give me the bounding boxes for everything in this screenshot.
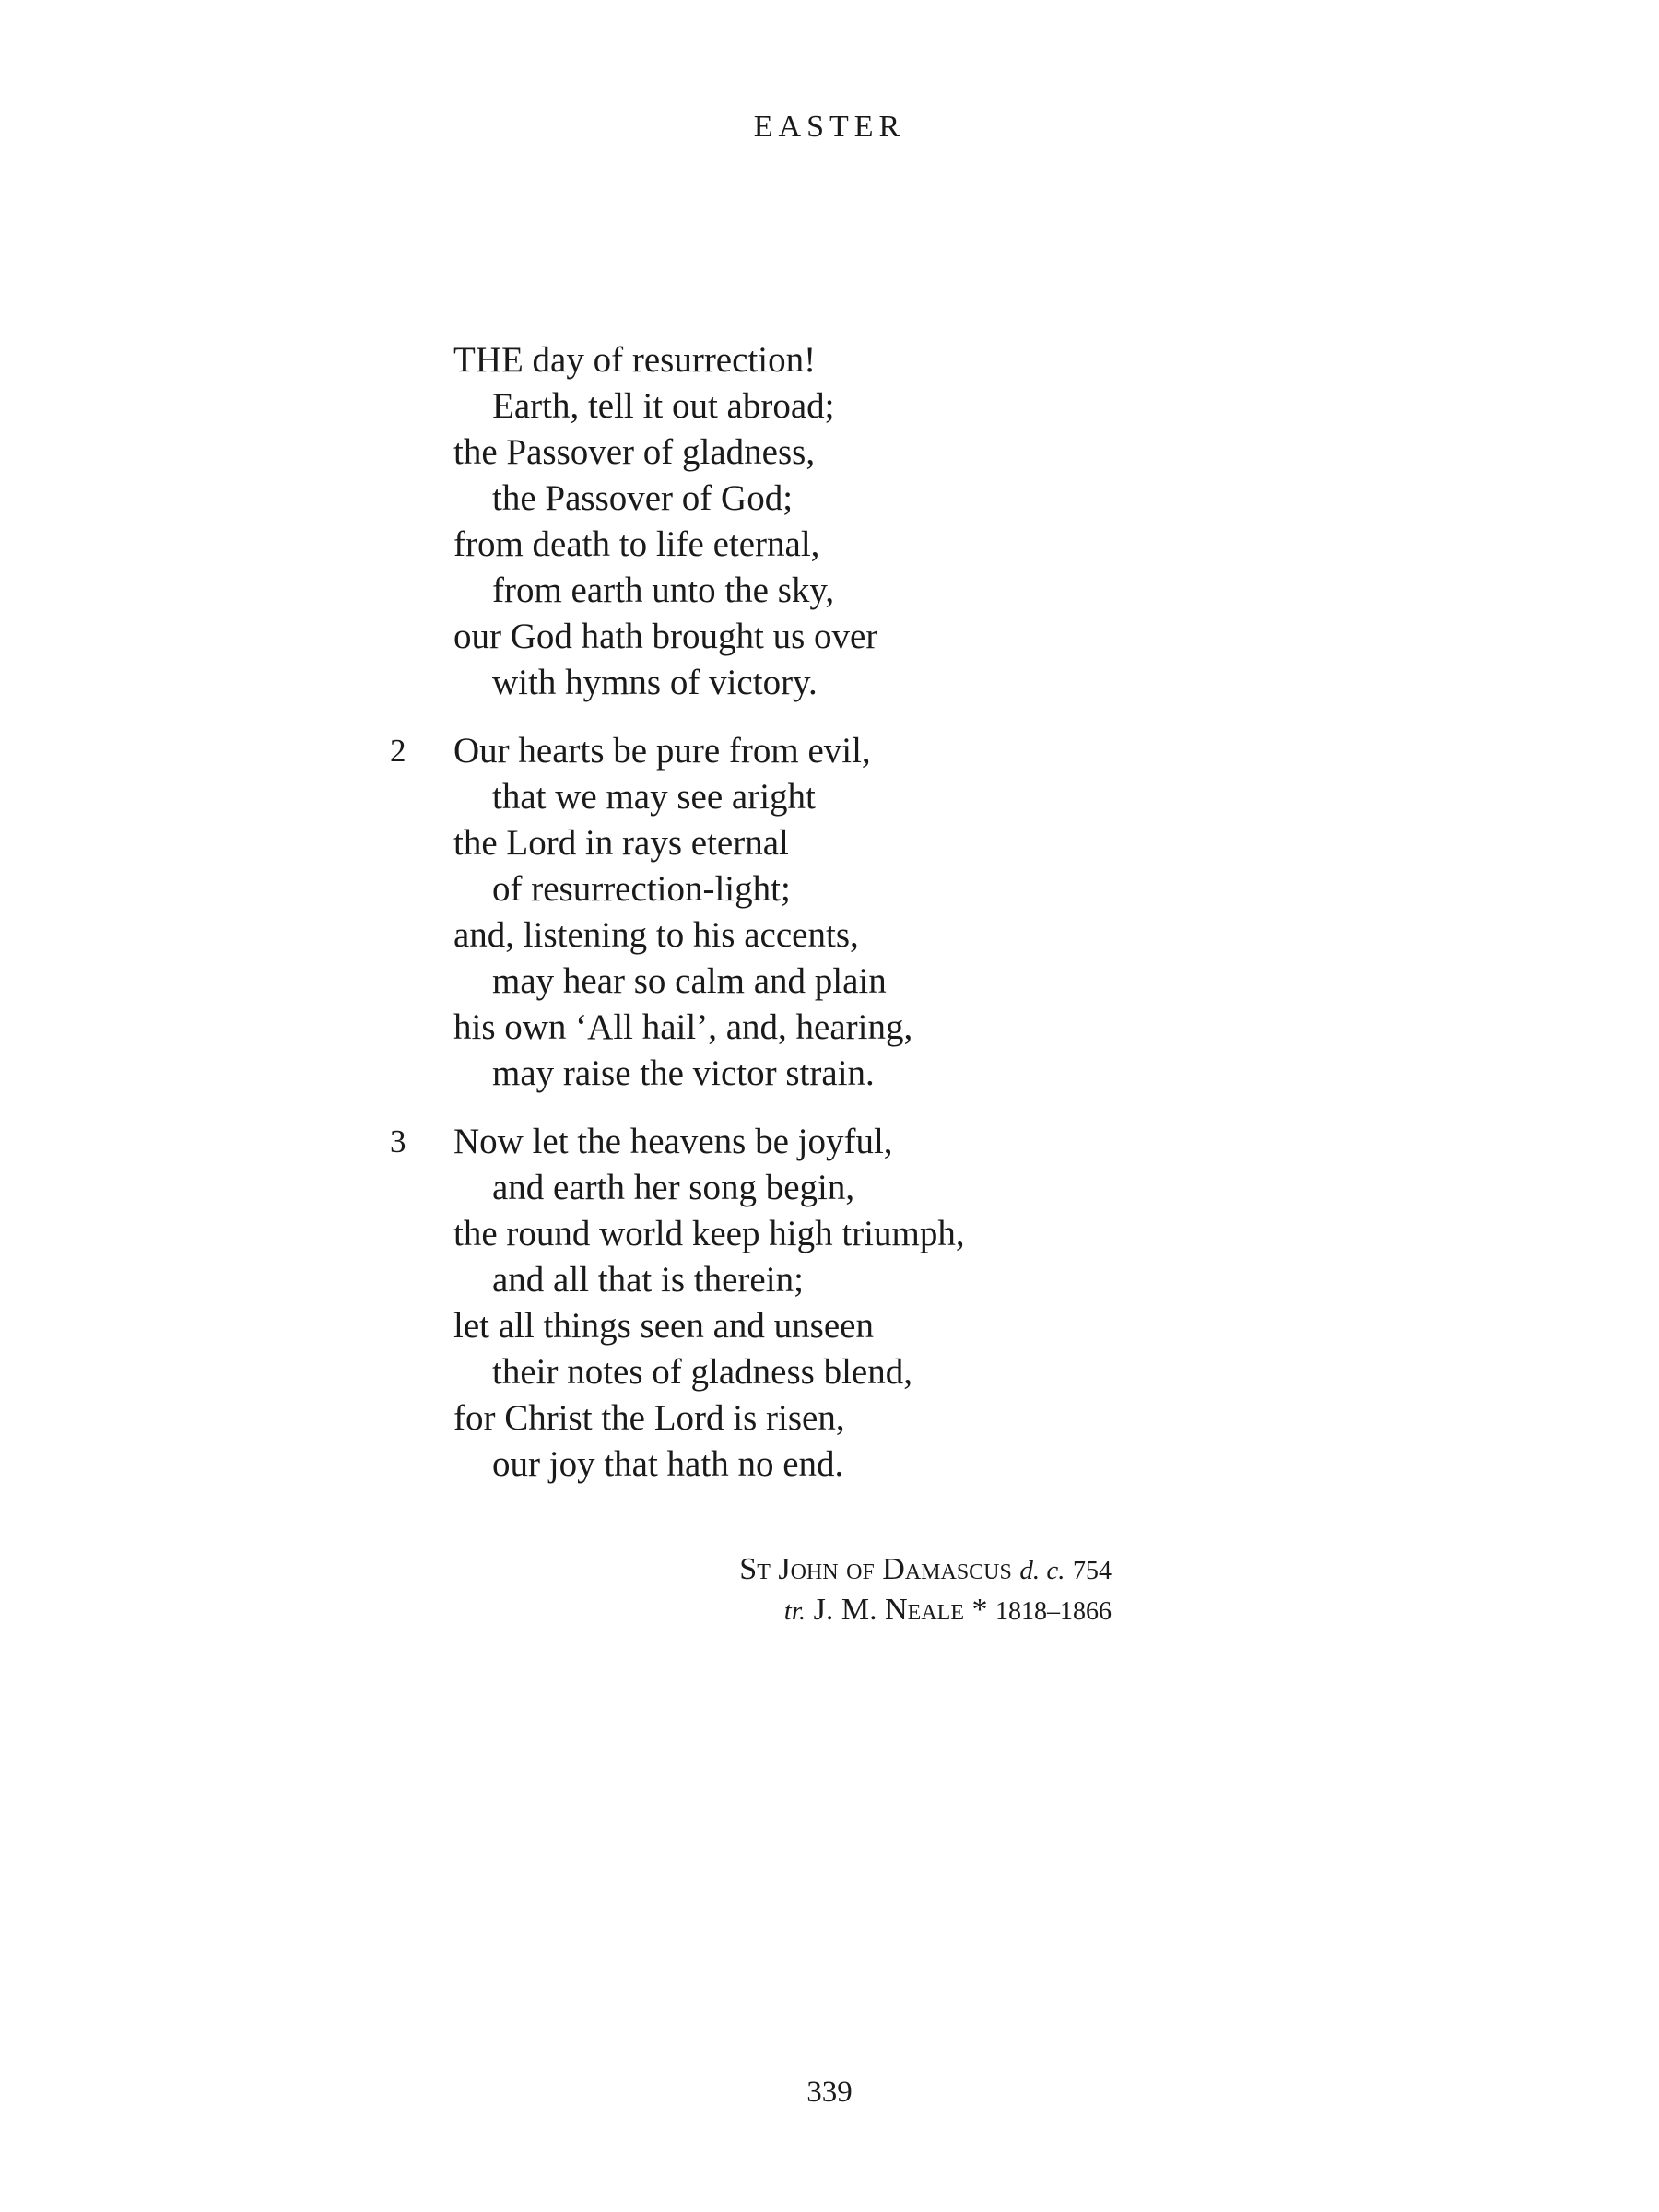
verse-line: and, listening to his accents, bbox=[453, 915, 859, 955]
verse-line: with hymns of victory. bbox=[492, 663, 818, 702]
verse-line: that we may see aright bbox=[492, 777, 816, 817]
attribution bbox=[739, 1550, 1112, 1631]
verse-line: the Passover of gladness, bbox=[453, 432, 816, 472]
verse-line: Now let the heavens be joyful, bbox=[453, 1122, 893, 1161]
running-title: EASTER bbox=[753, 110, 906, 144]
translator-name: J. M. Neale bbox=[813, 1593, 964, 1627]
verse-line: may raise the victor strain. bbox=[492, 1053, 875, 1093]
verse-line: our God hath brought us over bbox=[453, 617, 878, 656]
author-line bbox=[739, 1550, 1112, 1591]
verse-line: THE day of resurrection! bbox=[453, 340, 817, 380]
author-dates: 754 bbox=[1073, 1557, 1112, 1585]
verse-line: from death to life eternal, bbox=[453, 524, 820, 564]
verse-line: the Passover of God; bbox=[492, 478, 794, 518]
verse-2 bbox=[390, 728, 1283, 1097]
verse-line: from earth unto the sky, bbox=[492, 571, 835, 610]
verse-line: our joy that hath no end. bbox=[492, 1444, 844, 1484]
translator-prefix: tr. bbox=[783, 1596, 806, 1626]
verse-line: Earth, tell it out abroad; bbox=[492, 386, 835, 426]
verse-number: 2 bbox=[390, 733, 406, 769]
verse-line: Our hearts be pure from evil, bbox=[453, 731, 871, 771]
verse-3 bbox=[390, 1119, 1283, 1488]
verse-line: may hear so calm and plain bbox=[492, 961, 887, 1001]
verse-line: let all things seen and unseen bbox=[453, 1306, 874, 1346]
verse-line: and all that is therein; bbox=[492, 1260, 804, 1300]
author-name: St John of Damascus bbox=[739, 1552, 1012, 1586]
verse-line: and earth her song begin, bbox=[492, 1168, 855, 1207]
hymn-text bbox=[390, 337, 1283, 1510]
verse-line: for Christ the Lord is risen, bbox=[453, 1398, 845, 1438]
verse-number: 3 bbox=[390, 1124, 406, 1159]
verse-1 bbox=[453, 337, 1283, 706]
asterisk-mark: * bbox=[971, 1593, 988, 1627]
verse-line: the Lord in rays eternal bbox=[453, 823, 789, 863]
verse-line: of resurrection-light; bbox=[492, 869, 791, 909]
verse-line: their notes of gladness blend, bbox=[492, 1352, 912, 1392]
author-dates-prefix: d. c. bbox=[1019, 1556, 1065, 1585]
translator-dates: 1818–1866 bbox=[995, 1597, 1112, 1626]
verse-line: the round world keep high triumph, bbox=[453, 1214, 965, 1253]
verse-line: his own ‘All hail’, and, hearing, bbox=[453, 1007, 913, 1047]
page-number: 339 bbox=[806, 2076, 853, 2109]
translator-line bbox=[739, 1591, 1112, 1631]
